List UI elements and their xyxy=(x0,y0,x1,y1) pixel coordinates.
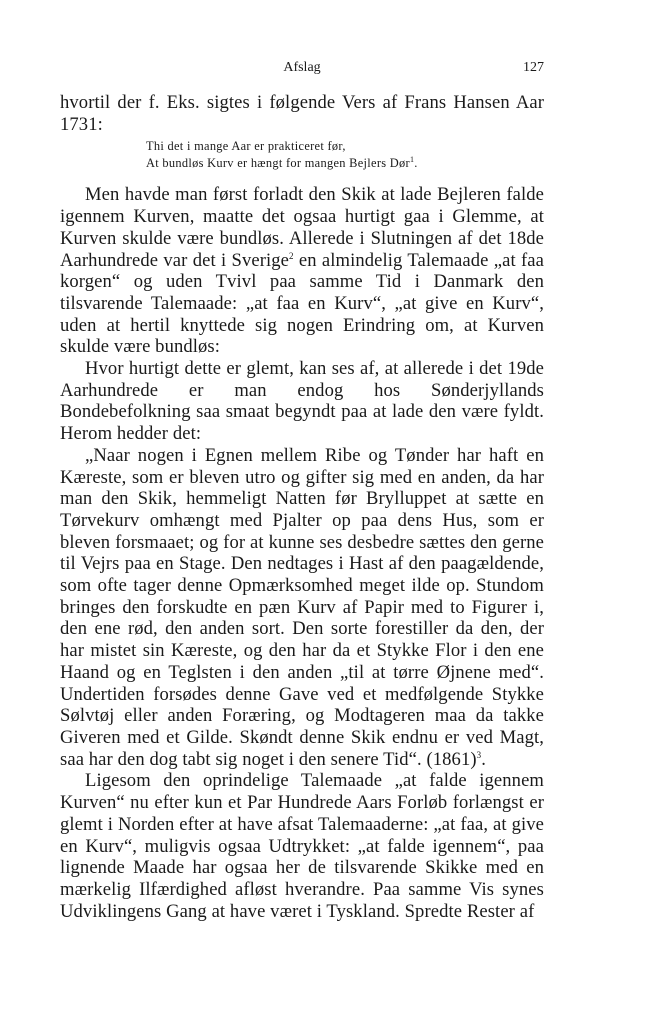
paragraph-quotation xyxy=(60,445,544,771)
running-header xyxy=(60,60,544,80)
paragraph-intro: hvortil der f. Eks. sigtes i følgende Vers af Frans Hansen Aar 1731: xyxy=(60,92,544,135)
paragraph-kurv-history xyxy=(60,184,544,358)
paragraph-quotation-end: . xyxy=(481,748,487,770)
footnote-ref-2: 2 xyxy=(289,250,294,261)
paragraph-kurv-history-b: en almindelig Talemaade „at faa korgen“ og uden Tvivl paa samme Tid i Danmark den tilsvarende Talemaade: „at faa en Kurv“, „at give en Kurv“, uden at hertil knyttede sig nogen Erindring om, at Kurven skulde være bundløs: xyxy=(60,249,544,358)
verse-line-1: Thi det i mange Aar er prakticeret før, xyxy=(146,139,346,154)
verse-quote xyxy=(146,138,544,172)
running-title: Afslag xyxy=(283,60,321,75)
body-text xyxy=(60,92,544,922)
paragraph-forgotten: Hvor hurtigt dette er glemt, kan ses af, at allerede i det 19de Aarhundrede er man endog hos Sønderjyllands Bondebefolkning saa smaat begyndt paa at lade den være fyldt. Herom hedder det: xyxy=(60,358,544,445)
paragraph-kurv-history-a: Men havde man først forladt den Skik at lade Bejleren falde igennem Kurven, maatte det ogsaa hurtigt gaa i Glemme, at Kurven skulde være bundløs. Allerede i Slutningen af det 18de Aarhundrede var det i Sverige xyxy=(60,184,544,271)
verse-line-2: At bundløs Kurv er hængt for mangen Bejlers Dør$^1$. xyxy=(146,155,418,171)
verse-line-2-text: At bundløs Kurv er hængt for mangen Bejlers Dør xyxy=(146,156,410,171)
footnote-ref-1: 1 xyxy=(409,155,415,165)
footnote-ref-3: 3 xyxy=(476,749,482,760)
paragraph-quotation-text: „Naar nogen i Egnen mellem Ribe og Tønder har haft en Kæreste, som er bleven utro og gifter sig med en anden, da har man den Skik, hemmeligt Natten før Brylluppet at sætte en Tørvekurv omhængt med Pjalter op paa dens Hus, som er bleven forsmaaet; og for at kunne ses desbedre sættes den gerne til Vejrs paa en Stage. Den nedtages i Hast af den paagældende, som ofte tager denne Opmærksomhed meget ilde op. Stundom bringes den forskudte en pæn Kurv af Papir med to Figurer i, den ene rød, den anden sort. Den sorte forestiller da den, der har mistet sin Kæreste, og den har da et Stykke Flor i den ene Haand og en Teglsten i den anden „til at tørre Øjnene med“. Undertiden forsødes denne Gave ved et medfølgende Stykke Sølvtøj eller anden Foræring, og Modtageren maa da takke Giveren med et Gilde. Skøndt denne Skik endnu er ved Magt, saa har den dog tabt sig noget i den senere Tid“. (1861) xyxy=(60,444,544,770)
page-number: 127 xyxy=(523,60,544,75)
paragraph-conclusion: Ligesom den oprindelige Talemaade „at falde igennem Kurven“ nu efter kun et Par Hundrede Aars Forløb forlængst er glemt i Norden efter at have afsat Talemaaderne: „at faa, at give en Kurv“, muligvis ogsaa Udtrykket: „at falde igennem“, paa lignende Maade har ogsaa her de tilsvarende Skikke med en mærkelig Ilfærdighed afløst hverandre. Paa samme Vis synes Udviklingens Gang at have været i Tyskland. Spredte Rester af xyxy=(60,770,544,922)
